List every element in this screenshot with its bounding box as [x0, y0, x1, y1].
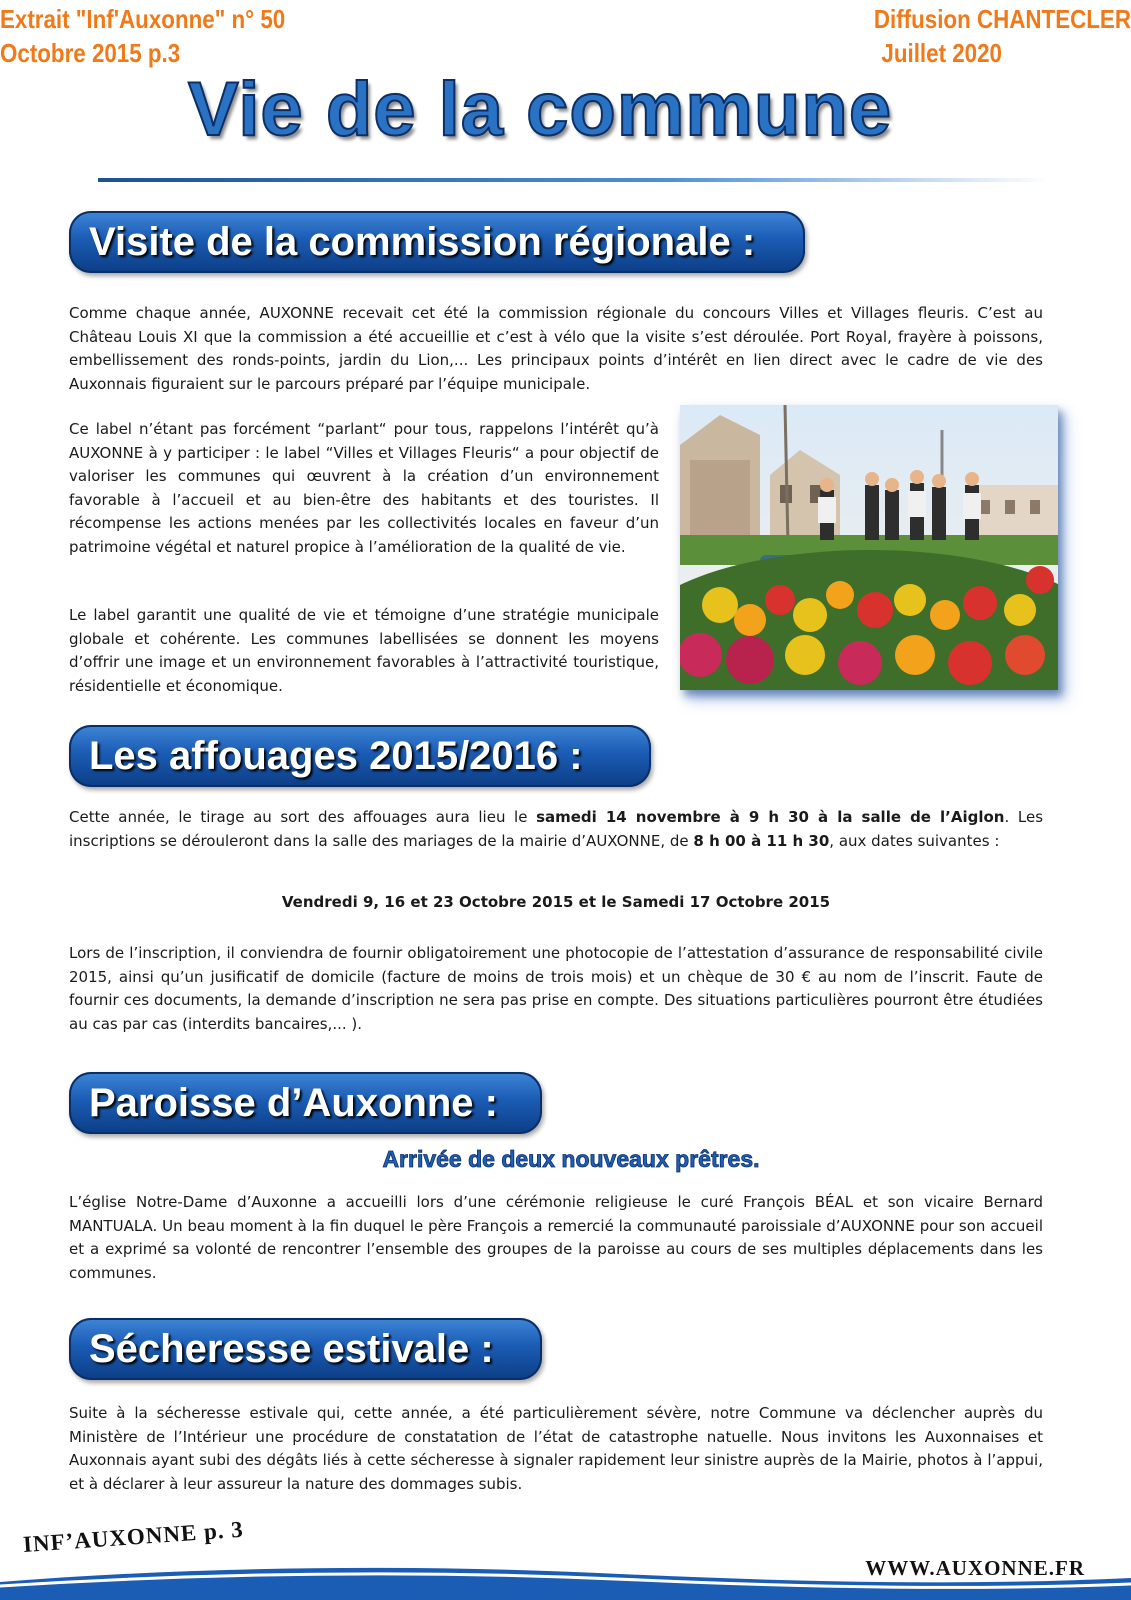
footer-website: WWW.AUXONNE.FR [865, 1556, 1085, 1580]
stamp-left-line2: Octobre 2015 p.3 [0, 38, 181, 68]
flowerbed-photo [680, 405, 1058, 690]
commission-paragraph-3: Le label garantit une qualité de vie et témoigne d’une stratégie municipale globale et cohérente. Les communes labellisées se donnent les moyens d’offrir une image et un environnement favorables à l’attractivité touristique, résidentielle et économique. [69, 606, 659, 695]
secheresse-paragraph-1: Suite à la sécheresse estivale qui, cette année, a été particulièrement sévère, notre Commune va déclencher auprès du Ministère de l’Intérieur une procédure de constatation de l’état de catastrophe natuelle. Nous invitons les Auxonnaises et Auxonnais ayant subi des dégâts liés à cette sécheresse à signaler rapidement leur sinistre auprès de la Mairie, photos à l’appui, et à déclarer à leur assureur la nature des dommages subis. [69, 1404, 1043, 1493]
paroisse-subheading: Arrivée de deux nouveaux prêtres. [382, 1146, 760, 1172]
section-banner-commission: Visite de la commission régionale : [69, 211, 805, 273]
commission-paragraph-1: Comme chaque année, AUXONNE recevait cet été la commission régionale du concours Villes et Villages fleuris. C’est au Château Louis XI que la commission a été accueillie et c’est à vélo que la visite s’est déroulée. Port Royal, frayère à poissons, embellissement des ronds-points, jardin du Lion,... Les principaux points d’intérêt en lien direct avec le cadre de vie des Auxonnais figuraient sur le parcours préparé par l’équipe municipale. [69, 304, 1043, 393]
commission-paragraph-2: Ce label n’étant pas forcément “parlant“ pour tous, rappelons l’intérêt qu’à AUXONNE à y participer : le label “Villes et Villages Fleuris“ a pour objectif de valoriser les communes qui œuvrent à la création d’un environnement favorable à l’accueil et au bien-être des habitants et des touristes. Il récompense les actions menées par les collectivités locales en faveur d’un patrimoine végétal et naturel propice à l’amélioration de la qualité de vie. [69, 420, 659, 556]
stamp-left-line1: Extrait "Inf'Auxonne" n° 50 [0, 4, 286, 34]
paroisse-paragraph-1: L’église Notre-Dame d’Auxonne a accueilli lors d’une cérémonie religieuse le curé François BÉAL et son vicaire Bernard MANTUALA. Un beau moment à la fin duquel le père François a remercié la communauté paroissiale d’AUXONNE pour son accueil et a exprimé sa volonté de rencontrer l’ensemble des groupes de la paroisse au cours de ses multiples déplacements dans les communes. [69, 1193, 1043, 1282]
archive-stamp-right [874, 2, 1131, 70]
stamp-right-line2: Juillet 2020 [881, 38, 1002, 68]
title-divider [98, 178, 1048, 182]
affouages-paragraph-2: Lors de l’inscription, il conviendra de fournir obligatoirement une photocopie de l’attestation d’assurance de responsabilité civile 2015, ainsi qu’un jusificatif de domicile (facture de moins de trois mois) et un chèque de 30 € au nom de l’inscrit. Faute de fournir ces documents, la demande d’inscription ne sera pas prise en compte. Des situations particulières pourront être étudiées au cas par cas (interdits bancaires,... ). [69, 944, 1043, 1033]
flowerbed-photo-illustration [680, 405, 1058, 690]
section-banner-secheresse: Sécheresse estivale : [69, 1318, 542, 1380]
affouages-hours: 8 h 00 à 11 h 30 [693, 831, 830, 850]
page-title: Vie de la commune [188, 67, 893, 152]
affouages-draw-date: samedi 14 novembre à 9 h 30 à la salle de l’Aiglon [536, 808, 1005, 826]
stamp-right-line1: Diffusion CHANTECLER [873, 4, 1131, 34]
affouages-p1-end: , aux dates suivantes : [829, 831, 1000, 850]
affouages-p1-start: Cette année, le tirage au sort des affouages aura lieu le [69, 808, 537, 826]
section-banner-paroisse: Paroisse d’Auxonne : [69, 1072, 542, 1134]
archive-stamp-left [0, 2, 285, 70]
footer-wave-band [0, 1560, 1131, 1600]
affouages-p1-middle: . Les inscriptions se dérouleront dans la salle des mariages de la mairie d’AUXONNE, de [69, 808, 1044, 850]
section-banner-affouages: Les affouages 2015/2016 : [69, 725, 651, 787]
affouages-dates: Vendredi 9, 16 et 23 Octobre 2015 et le Samedi 17 Octobre 2015 [281, 893, 831, 911]
affouages-paragraph-1 [69, 806, 1043, 853]
footer-page-label: INF’AUXONNE p. 3 [22, 1516, 245, 1558]
